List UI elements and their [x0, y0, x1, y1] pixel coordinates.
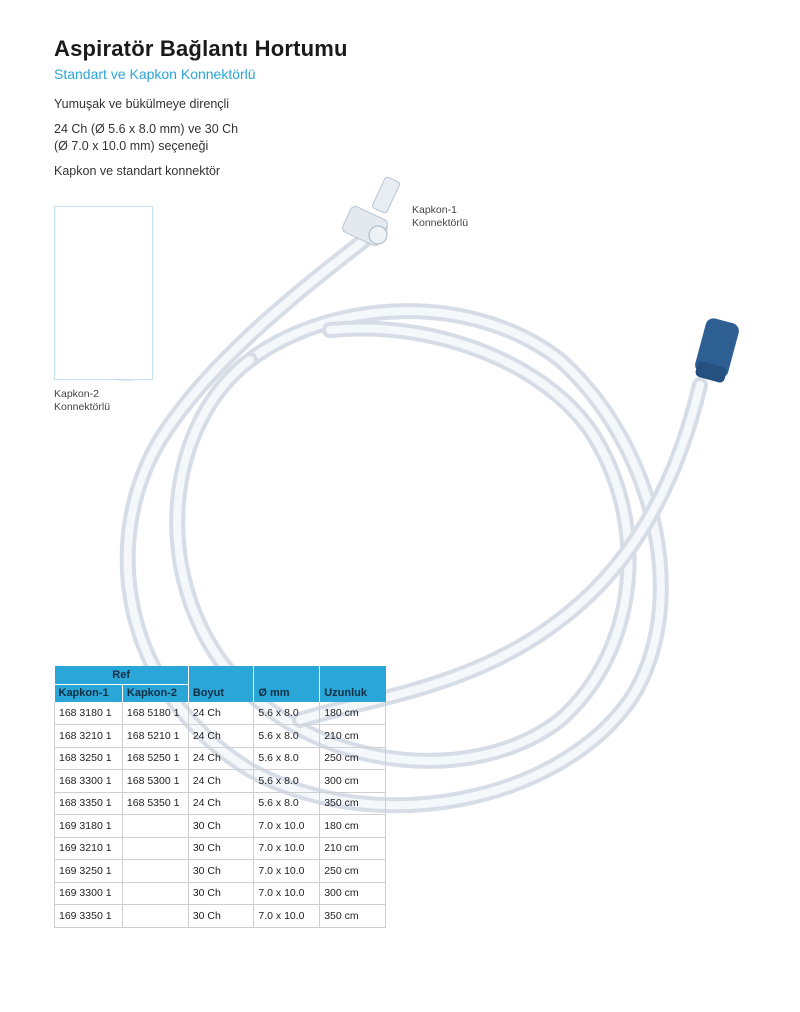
table-row: 169 3250 1 30 Ch 7.0 x 10.0 250 cm	[55, 860, 386, 883]
column-header-kapkon-1: Kapkon-1	[55, 684, 123, 702]
feature-item: 24 Ch (Ø 5.6 x 8.0 mm) ve 30 Ch	[54, 122, 239, 136]
column-header-kapkon-2: Kapkon-2	[122, 684, 188, 702]
table-row: 169 3180 1 30 Ch 7.0 x 10.0 180 cm	[55, 815, 386, 838]
feature-list	[54, 96, 238, 188]
kapkon-2-inset-frame	[54, 206, 153, 380]
feature-item: Kapkon ve standart konnektör	[54, 164, 221, 178]
table-row: 168 3180 1 168 5180 1 24 Ch 5.6 x 8.0 180 cm	[55, 702, 386, 725]
reference-table	[54, 666, 386, 928]
page-subtitle: Standart ve Kapkon Konnektörlü	[54, 66, 256, 82]
kapkon-2-label: Kapkon-2 Konnektörlü	[54, 388, 111, 413]
column-header-uzunluk: Uzunluk	[320, 684, 386, 702]
table-row: 169 3350 1 30 Ch 7.0 x 10.0 350 cm	[55, 905, 386, 928]
column-header-diameter: Ø mm	[254, 684, 320, 702]
table-row: 169 3300 1 30 Ch 7.0 x 10.0 300 cm	[55, 882, 386, 905]
page-title: Aspiratör Bağlantı Hortumu	[54, 36, 348, 61]
table-row: 168 3210 1 168 5210 1 24 Ch 5.6 x 8.0 210 cm	[55, 725, 386, 748]
kapkon-1-connector	[341, 176, 400, 247]
table-row: 168 3350 1 168 5350 1 24 Ch 5.6 x 8.0 350 cm	[55, 792, 386, 815]
blue-connector	[693, 317, 740, 384]
table-row: 168 3250 1 168 5250 1 24 Ch 5.6 x 8.0 250 cm	[55, 747, 386, 770]
column-header-boyut: Boyut	[188, 684, 254, 702]
feature-item: Yumuşak ve bükülmeye dirençli	[54, 97, 230, 111]
table-row: 169 3210 1 30 Ch 7.0 x 10.0 210 cm	[55, 837, 386, 860]
feature-item: (Ø 7.0 x 10.0 mm) seçeneği	[54, 139, 209, 153]
ref-group-header: Ref	[55, 666, 189, 684]
kapkon-1-label: Kapkon-1 Konnektörlü	[412, 204, 469, 229]
table-row: 168 3300 1 168 5300 1 24 Ch 5.6 x 8.0 300 cm	[55, 770, 386, 793]
